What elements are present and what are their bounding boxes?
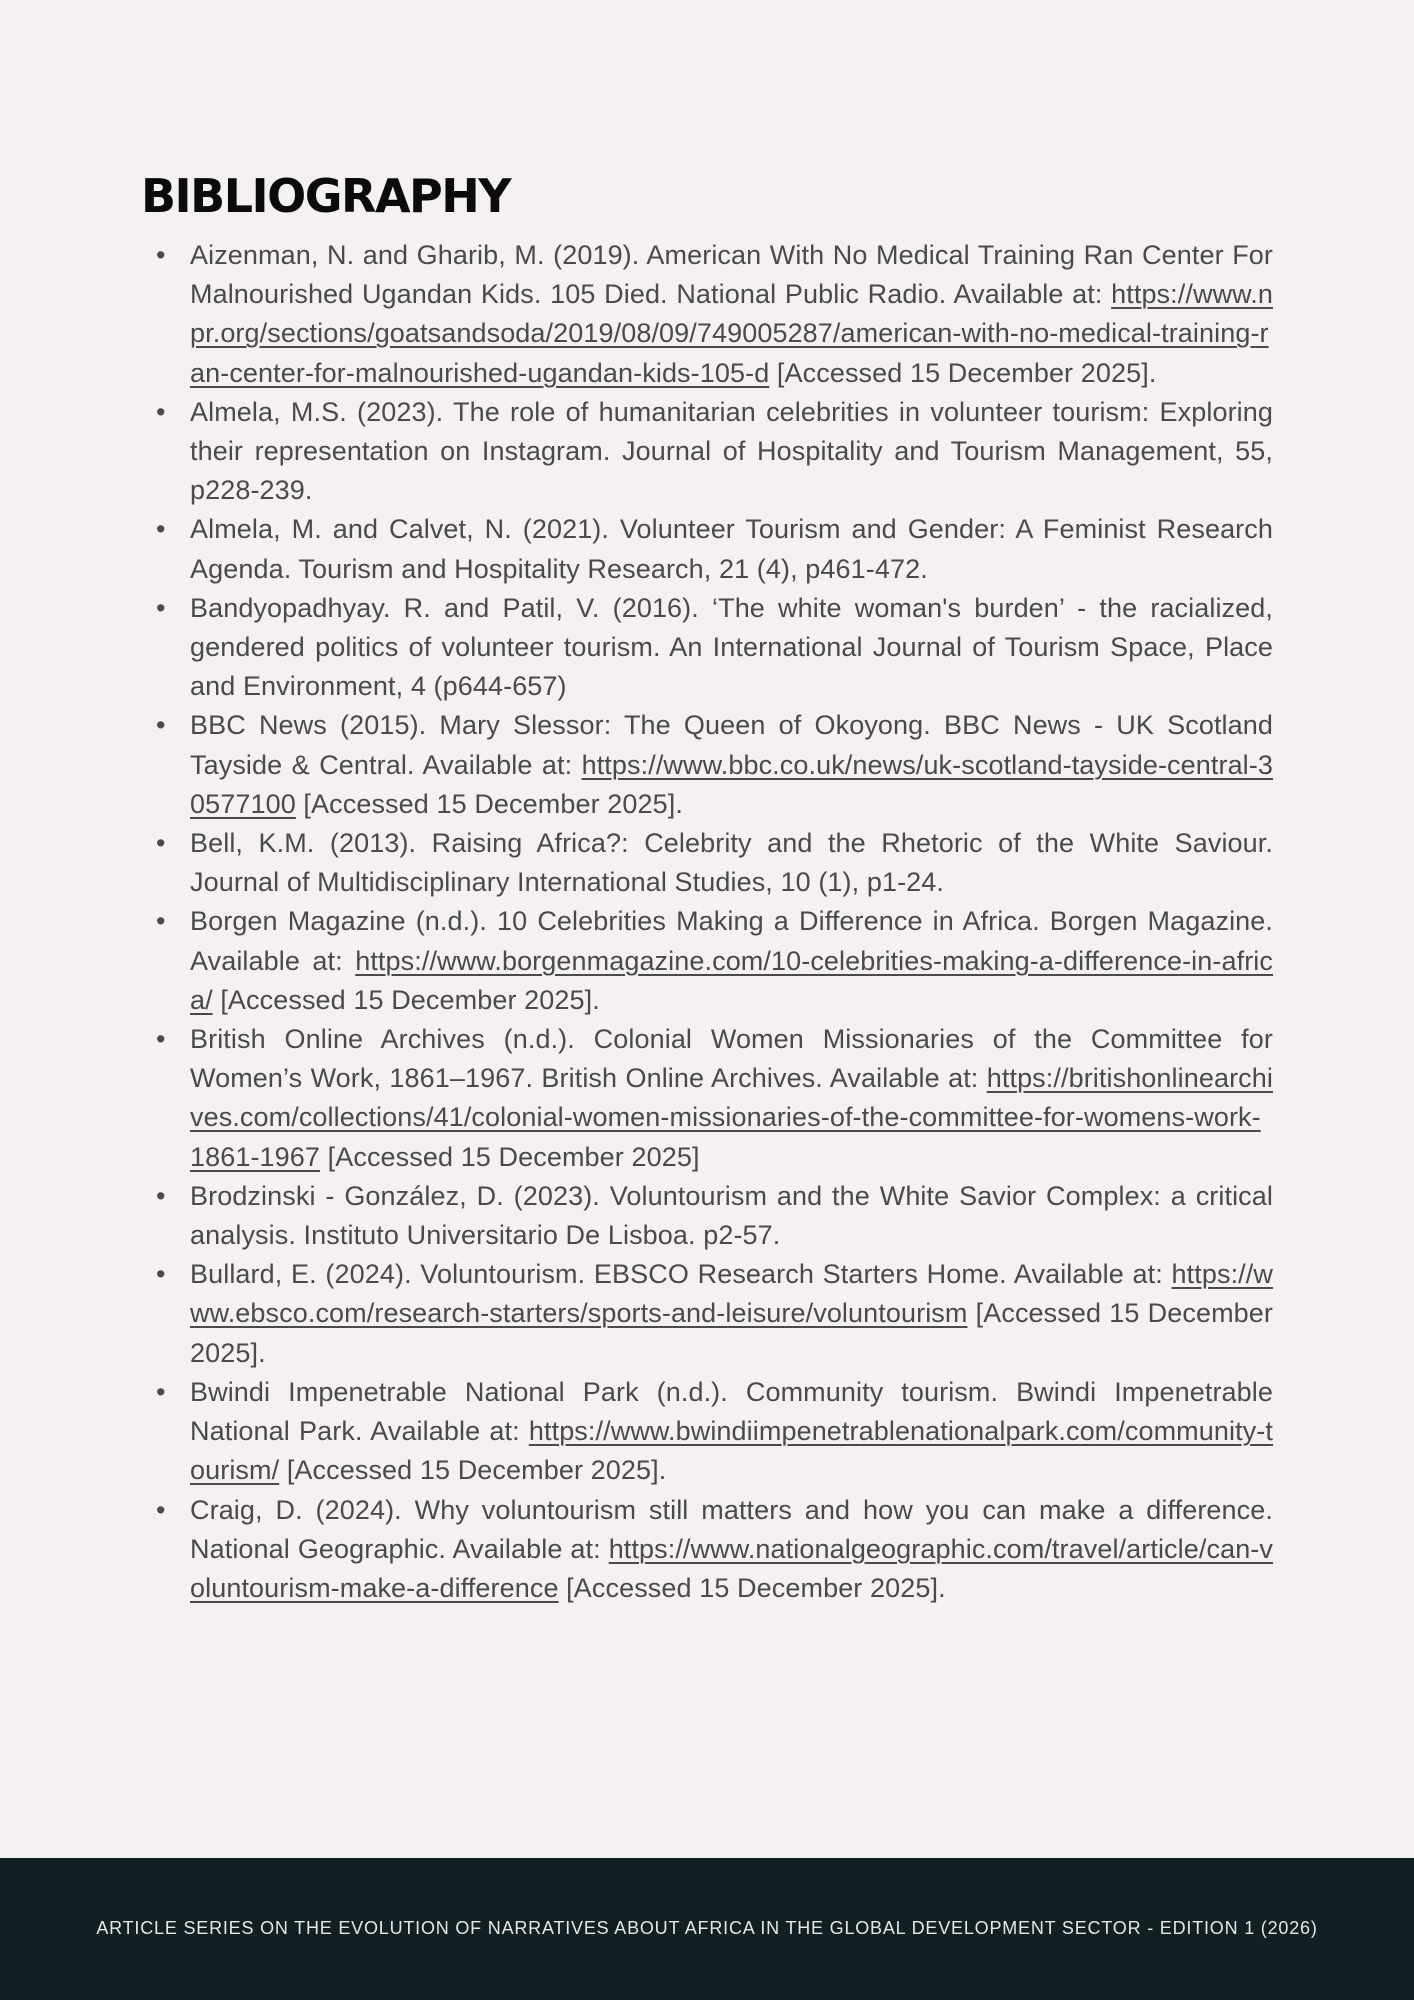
entry-accessed: [Accessed 15 December 2025]. — [295, 788, 683, 819]
entry-accessed: [Accessed 15 December 2025]. — [212, 984, 600, 1015]
bullet-icon: • — [156, 828, 166, 859]
entry-text: Borgen Magazine (n.d.). 10 Celebrities Making a Difference in Africa. Borgen Magazine. Available at: — [190, 906, 1273, 976]
entry-text: BBC News (2015). Mary Slessor: The Queen of Okoyong. BBC News - UK Scotland Tayside & Central. Available at: — [190, 710, 1273, 780]
bibliography-entry — [156, 1255, 1273, 1373]
entry-accessed: [Accessed 15 December 2025]. — [558, 1572, 946, 1603]
bibliography-list — [141, 236, 1273, 1608]
footer-bar — [0, 1858, 1414, 2000]
bullet-icon: • — [156, 1259, 166, 1290]
bibliography-entry — [156, 510, 1273, 588]
entry-text: Bandyopadhyay. R. and Patil, V. (2016). ‘The white woman's burden’ - the racialized, gendered politics of volunteer tourism. An International Journal of Tourism Space, Place and Environment, 4 (p644-657) — [190, 592, 1273, 702]
bibliography-entry — [156, 393, 1273, 511]
bibliography-section — [141, 166, 1273, 1608]
bullet-icon: • — [156, 710, 166, 741]
entry-text: Bullard, E. (2024). Voluntourism. EBSCO Research Starters Home. Available at: — [190, 1259, 1172, 1290]
bullet-icon: • — [156, 240, 166, 270]
entry-accessed: [Accessed 15 December 2025]. — [279, 1455, 667, 1486]
entry-text: Craig, D. (2024). Why voluntourism still matters and how you can make a difference. National Geographic. Available at: — [190, 1494, 1273, 1564]
bibliography-entry — [156, 1177, 1273, 1255]
bibliography-entry — [156, 824, 1273, 902]
bibliography-entry — [156, 902, 1273, 1020]
entry-link[interactable]: https://www.borgenmagazine.com/10-celebrities-making-a-difference-in-africa/ — [190, 945, 1273, 1015]
entry-text: Almela, M. and Calvet, N. (2021). Volunteer Tourism and Gender: A Feminist Research Agenda. Tourism and Hospitality Research, 21 (4), p461-472. — [190, 514, 1273, 584]
bullet-icon: • — [156, 906, 166, 937]
entry-accessed: [Accessed 15 December 2025] — [320, 1141, 700, 1172]
bullet-icon: • — [156, 1024, 166, 1055]
bullet-icon: • — [156, 1494, 166, 1525]
bullet-icon: • — [156, 396, 166, 427]
entry-link[interactable]: https://www.bwindiimpenetrablenationalpark.com/community-tourism/ — [190, 1416, 1273, 1486]
bibliography-entry — [156, 1020, 1273, 1177]
bullet-icon: • — [156, 592, 166, 623]
bibliography-entry — [156, 1491, 1273, 1609]
bibliography-entry — [156, 1373, 1273, 1491]
entry-text: Aizenman, N. and Gharib, M. (2019). American With No Medical Training Ran Center For Malnourished Ugandan Kids. 105 Died. National Public Radio. Available at: — [190, 240, 1273, 310]
bullet-icon: • — [156, 514, 166, 545]
page-title: BIBLIOGRAPHY — [141, 169, 511, 223]
entry-text: Bell, K.M. (2013). Raising Africa?: Celebrity and the Rhetoric of the White Saviour. Journal of Multidisciplinary International Studies, 10 (1), p1-24. — [190, 828, 1273, 898]
entry-accessed: [Accessed 15 December 2025]. — [769, 357, 1157, 388]
entry-link[interactable]: https://www.bbc.co.uk/news/uk-scotland-tayside-central-30577100 — [190, 749, 1273, 819]
entry-text: Almela, M.S. (2023). The role of humanitarian celebrities in volunteer tourism: Exploring their representation on Instagram. Journal of Hospitality and Tourism Management, 55, p228-239. — [190, 396, 1273, 506]
entry-text: Brodzinski - González, D. (2023). Voluntourism and the White Savior Complex: a critical analysis. Instituto Universitario De Lisboa. p2-57. — [190, 1180, 1273, 1251]
entry-text: British Online Archives (n.d.). Colonial Women Missionaries of the Committee for Women’s Work, 1861–1967. British Online Archives. Available at: — [190, 1024, 1273, 1094]
bibliography-entry — [156, 706, 1273, 824]
bullet-icon: • — [156, 1180, 166, 1211]
entry-link[interactable]: https://britishonlinearchives.com/collections/41/colonial-women-missionaries-of-the-committee-for-womens-work-1861-1967 — [190, 1063, 1273, 1172]
entry-accessed: [Accessed 15 December 2025]. — [190, 1298, 1273, 1368]
bibliography-entry — [156, 236, 1273, 393]
bullet-icon: • — [156, 1376, 166, 1407]
footer-text: ARTICLE SERIES ON THE EVOLUTION OF NARRATIVES ABOUT AFRICA IN THE GLOBAL DEVELOPMENT SECTOR - EDITION 1 (2026) — [96, 1918, 1318, 1938]
entry-link[interactable]: https://www.nationalgeographic.com/travel/article/can-voluntourism-make-a-difference — [190, 1533, 1273, 1603]
entry-text: Bwindi Impenetrable National Park (n.d.). Community tourism. Bwindi Impenetrable National Park. Available at: — [190, 1376, 1273, 1447]
entry-link[interactable]: https://www.npr.org/sections/goatsandsoda/2019/08/09/749005287/american-with-no-medical-training-ran-center-for-malnourished-ugandan-kids-105-d — [190, 279, 1273, 388]
bibliography-entry — [156, 589, 1273, 707]
entry-link[interactable]: https://www.ebsco.com/research-starters/sports-and-leisure/voluntourism — [190, 1259, 1273, 1329]
